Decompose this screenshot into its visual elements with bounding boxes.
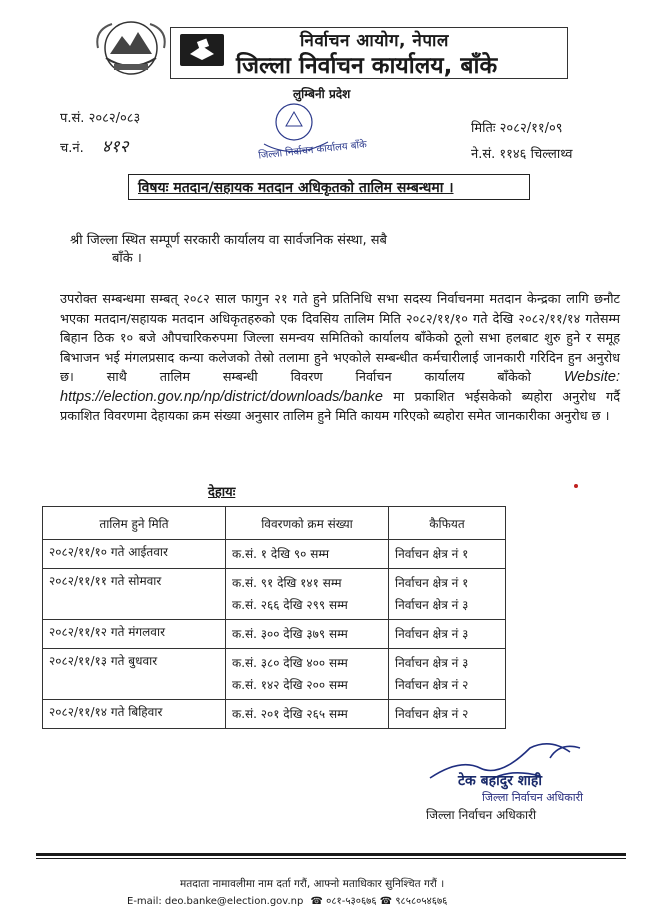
website-link[interactable]: https://election.gov.np/np/district/downloads/banke: [60, 388, 383, 405]
row-date: २०८२/११/१० गते आईतवार: [49, 545, 168, 559]
row-range: क.सं. २६६ देखि २९९ सम्म: [232, 598, 348, 612]
row-range: क.सं. २०१ देखि २६५ सम्म: [232, 707, 348, 721]
row-remark: निर्वाचन क्षेत्र नं १: [395, 576, 469, 590]
table-row: [43, 620, 506, 649]
chalani-number: ४१२: [101, 137, 129, 157]
row-remark: निर्वाचन क्षेत्र नं २: [395, 707, 469, 721]
row-date: २०८२/११/१२ गते मंगलवार: [49, 625, 165, 639]
body-intro: उपरोक्त सम्बन्धमा सम्बत् २०८२ साल फागुन २१ गते हुने प्रतिनिधि सभा सदस्य निर्वाचनमा मतदान केन्द्रका लागि छनौट भएका मतदान/सहायक मतदान अधिकृतहरुको एक दिवसिय तालिम मिति २०८२/११/१० गते देखि २०८२/११/१४ गतेसम्म बिहान ठिक १० बजे औपचारिकरुपमा जिल्ला समन्वय समितिको कार्यालय बाँकेको ठूलो सभा हलबाट शुरु हुने र समूह बिभाजन भई मंगलप्रसाद कन्या कलेजको तेस्रो तलामा हुने भएकोले सम्बन्धीत कर्मचारीलाई जानकारी गरिदिन हुन अनुरोध छ। साथै तालिम सम्बन्धी विवरण निर्वाचन कार्यालय बाँकेको: [60, 292, 620, 385]
row-range: क.सं. १ देखि ९० सम्म: [232, 547, 330, 561]
red-mark: [574, 484, 578, 488]
office-stamp-text: जिल्ला निर्वाचन कार्यालय बाँके: [257, 139, 368, 162]
patra-sankhya: प.सं. २०८२/०८३: [60, 111, 141, 126]
chalani-row: [60, 134, 140, 157]
row-remark: निर्वाचन क्षेत्र नं १: [395, 547, 469, 561]
table-row: [43, 649, 506, 700]
row-remark: निर्वाचन क्षेत्र नं २: [395, 678, 469, 692]
header-serial-range: विवरणको क्रम संख्या: [226, 507, 389, 540]
province-name: लुम्बिनी प्रदेश: [293, 87, 351, 101]
footer-contact: [127, 893, 447, 907]
chalani-label: च.नं.: [60, 141, 84, 156]
addressee-line1: श्री जिल्ला स्थित सम्पूर्ण सरकारी कार्यालय वा सार्वजनिक संस्था, सबै: [70, 233, 387, 248]
letter-body: [60, 290, 620, 427]
row-range: क.सं. ३८० देखि ४०० सम्म: [232, 656, 348, 670]
table-row: [43, 569, 506, 620]
row-date: २०८२/११/११ गते सोमवार: [49, 574, 162, 588]
website-label: Website:: [563, 369, 620, 385]
annex-title: देहायः: [208, 485, 236, 500]
org-name: निर्वाचन आयोग, नेपाल: [300, 31, 449, 51]
row-range: क.सं. १४२ देखि २०० सम्म: [232, 678, 348, 692]
row-range: क.सं. ३०० देखि ३७९ सम्म: [232, 627, 348, 641]
nepal-emblem-icon: [92, 18, 170, 78]
subject-line: विषयः मतदान/सहायक मतदान अधिकृतको तालिम सम्बन्धमा ।: [138, 180, 454, 196]
footer-phone: ☎ ०८१-५३०६७६ ☎ ९८५८०५४६७६: [310, 896, 448, 907]
footer-divider-thick: [36, 853, 626, 856]
office-name: जिल्ला निर्वाचन कार्यालय, बाँके: [236, 53, 498, 79]
row-range: क.सं. ९१ देखि १४१ सम्म: [232, 576, 342, 590]
header-remarks: कैफियत: [389, 507, 506, 540]
signer-title-stamp: जिल्ला निर्वाचन अधिकारी: [482, 791, 583, 804]
footer-slogan: मतदाता नामावलीमा नाम दर्ता गरौं, आफ्नो मताधिकार सुनिश्चित गरौं ।: [180, 878, 445, 890]
row-date: २०८२/११/१४ गते बिहिवार: [49, 705, 163, 719]
training-schedule-table: [42, 506, 506, 729]
signer-title: जिल्ला निर्वाचन अधिकारी: [426, 808, 537, 822]
office-stamp: [257, 98, 368, 168]
ballot-logo-icon: [180, 34, 224, 66]
row-remark: निर्वाचन क्षेत्र नं ३: [395, 627, 469, 641]
row-date: २०८२/११/१३ गते बुधवार: [49, 654, 158, 668]
row-remark: निर्वाचन क्षेत्र नं ३: [395, 656, 469, 670]
table-row: [43, 540, 506, 569]
signer-name: टेक बहादुर शाही: [458, 773, 542, 789]
left-reference: [60, 108, 140, 165]
nepal-samvat-date: ने.सं. ११४६ चिल्लाथ्व: [471, 147, 573, 162]
letter-date: मितिः २०८२/११/०९: [471, 121, 563, 136]
footer-divider-thin: [36, 858, 626, 859]
body-outro: मा प्रकाशित भईसकेको ब्यहोरा अनुरोध गर्दै प्रकाशित विवरणमा देहायका क्रम संख्या अनुसार तालिम हुने मिति कायम गरिएको ब्यहोरा समेत जानकारीका अनुरोध छ ।: [60, 389, 620, 424]
footer-email[interactable]: E-mail: deo.banke@election.gov.np: [127, 896, 304, 907]
row-remark: निर्वाचन क्षेत्र नं ३: [395, 598, 469, 612]
table-header-row: [43, 507, 506, 540]
table-row: [43, 700, 506, 729]
addressee-line2: बाँके ।: [112, 251, 142, 266]
header-training-date: तालिम हुने मिति: [43, 507, 226, 540]
right-reference: [471, 118, 573, 170]
